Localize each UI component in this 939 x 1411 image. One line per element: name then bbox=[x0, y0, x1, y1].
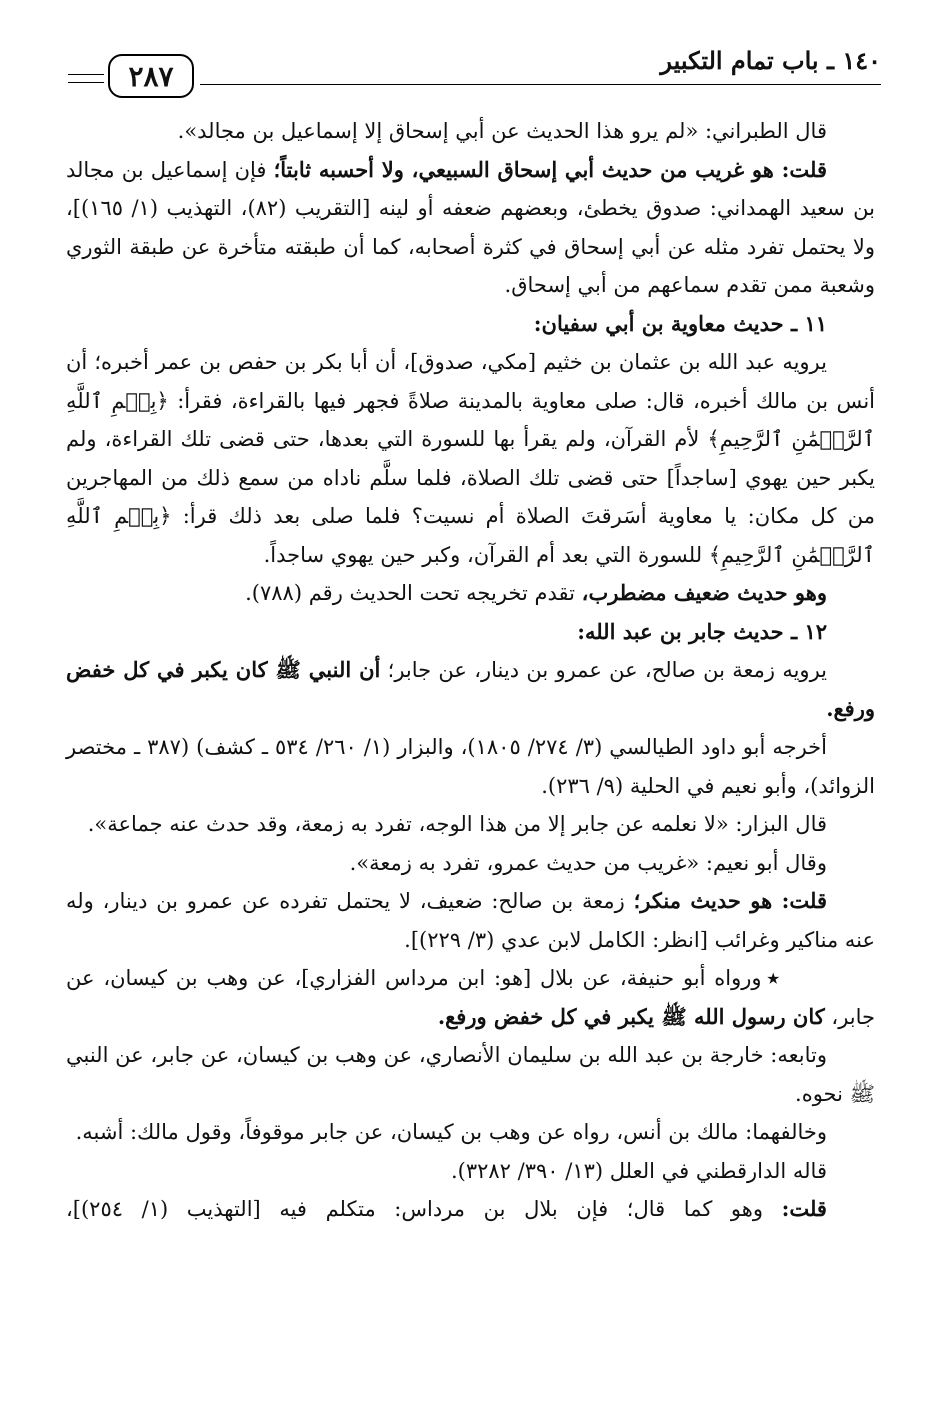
text-run: يرويه عبد الله بن عثمان بن خثيم [مكي، صدوق]، أن أبا بكر بن حفص بن عمر أخبره؛ أن أنس بن مالك أخبره، قال: صلى معاوية بالمدينة صلاةً فجهر فيها بالقراءة، فقرأ: ﴿بِسۡمِ ٱللَّهِ ٱلرَّحۡمَٰنِ ٱلرَّحِيمِ﴾ لأم القرآن، ولم يقرأ بها للسورة التي بعدها، حتى قضى تلك القراءة، ولم يكبر حين يهوي [ساجداً] حتى قضى تلك الصلاة، فلما سلَّم ناداه من سمع ذلك من المهاجرين من كل مكان: يا معاوية أسَرقتَ الصلاة أم نسيت؟ فلما صلى بعد ذلك قرأ: ﴿بِسۡمِ ٱللَّهِ ٱلرَّحۡمَٰنِ ٱلرَّحِيمِ﴾ للسورة التي بعد أم القرآن، وكبر حين يهوي ساجداً. bbox=[66, 350, 875, 567]
text-run: ورواه أبو حنيفة، عن بلال [هو: ابن مرداس الفزاري]، عن وهب بن كيسان، عن جابر، bbox=[66, 966, 875, 1029]
text-run: أخرجه أبو داود الطيالسي (٣/ ٢٧٤/ ١٨٠٥)، والبزار (١/ ٢٦٠/ ٥٣٤ ـ كشف) (٣٨٧ ـ مختصر الزوائد)، وأبو نعيم في الحلية (٩/ ٢٣٦). bbox=[66, 735, 875, 798]
paragraph bbox=[66, 651, 875, 728]
text-run: قاله الدارقطني في العلل (١٣/ ٣٩٠/ ٣٢٨٢). bbox=[450, 1158, 827, 1183]
text-run: وخالفهما: مالك بن أنس، رواه عن وهب بن كيسان، عن جابر موقوفاً، وقول مالك: أشبه. bbox=[75, 1120, 827, 1144]
paragraph bbox=[66, 112, 875, 151]
paragraph bbox=[66, 343, 875, 574]
paragraph bbox=[66, 844, 875, 883]
section-heading: ١٢ ـ حديث جابر بن عبد الله: bbox=[577, 618, 827, 644]
paragraph bbox=[66, 959, 875, 1036]
paragraph bbox=[66, 805, 875, 844]
text-run: وهو كما قال؛ فإن بلال بن مرداس: متكلم فيه [التهذيب (١/ ٢٥٤)]، bbox=[66, 1197, 782, 1221]
paragraph bbox=[66, 151, 875, 305]
page-number: ٢٨٧ bbox=[108, 54, 194, 98]
paragraph bbox=[66, 1152, 875, 1191]
section-heading: ١١ ـ حديث معاوية بن أبي سفيان: bbox=[533, 310, 827, 336]
paragraph bbox=[66, 574, 875, 613]
text-run: وتابعه: خارجة بن عبد الله بن سليمان الأنصاري، عن وهب بن كيسان، عن جابر، عن النبي ﷺ نحوه. bbox=[66, 1043, 875, 1106]
bold-text: وهو حديث ضعيف مضطرب، bbox=[581, 580, 827, 605]
paragraph bbox=[66, 1036, 875, 1113]
text-run: فإن إسماعيل بن مجالد بن سعيد الهمداني: صدوق يخطئ، وبعضهم ضعفه أو لينه [التقريب (٨٢)، التهذيب (١/ ١٦٥)]، ولا يحتمل تفرد مثله عن أبي إسحاق في كثرة أصحابه، كما أن طبقته متأخرة عن طبقة الثوري وشعبة ممن تقدم سماعهم من أبي إسحاق. bbox=[66, 157, 875, 297]
bold-text: قلت: هو حديث منكر؛ bbox=[633, 888, 827, 913]
page-body bbox=[66, 112, 875, 1391]
text-run: قال البزار: «لا نعلمه عن جابر إلا من هذا الوجه، تفرد به زمعة، وقد حدث عنه جماعة». bbox=[87, 812, 827, 836]
bold-text: قلت: هو غريب من حديث أبي إسحاق السبيعي، ولا أحسبه ثابتاً؛ bbox=[273, 156, 827, 182]
text-run: وقال أبو نعيم: «غريب من حديث عمرو، تفرد به زمعة». bbox=[349, 850, 827, 875]
running-head: ١٤٠ ـ باب تمام التكبير bbox=[660, 46, 881, 75]
star-bullet-icon: ٭ bbox=[767, 965, 779, 990]
header-rule bbox=[200, 84, 881, 85]
paragraph bbox=[66, 882, 875, 959]
text-run: تقدم تخريجه تحت الحديث رقم (٧٨٨). bbox=[245, 581, 582, 605]
paragraph bbox=[66, 1190, 875, 1229]
page-header bbox=[68, 40, 881, 92]
page-number-ornament bbox=[68, 54, 200, 100]
text-run: يرويه زمعة بن صالح، عن عمرو بن دينار، عن جابر؛ bbox=[380, 658, 828, 682]
bold-text: قلت: bbox=[781, 1196, 827, 1221]
paragraph bbox=[66, 1113, 875, 1152]
bold-text: أن النبي ﷺ كان يكبر في كل خفض ورفع. bbox=[66, 657, 875, 721]
text-run: قال الطبراني: «لم يرو هذا الحديث عن أبي إسحاق إلا إسماعيل بن مجالد». bbox=[177, 119, 827, 143]
ornament-double-line bbox=[68, 74, 104, 83]
paragraph bbox=[66, 728, 875, 805]
bold-text: كان رسول الله ﷺ يكبر في كل خفض ورفع. bbox=[437, 1003, 825, 1029]
text-run: زمعة بن صالح: ضعيف، لا يحتمل تفرده عن عمرو بن دينار، وله عنه مناكير وغرائب [انظر: الكامل لابن عدي (٣/ ٢٢٩)]. bbox=[66, 889, 875, 952]
